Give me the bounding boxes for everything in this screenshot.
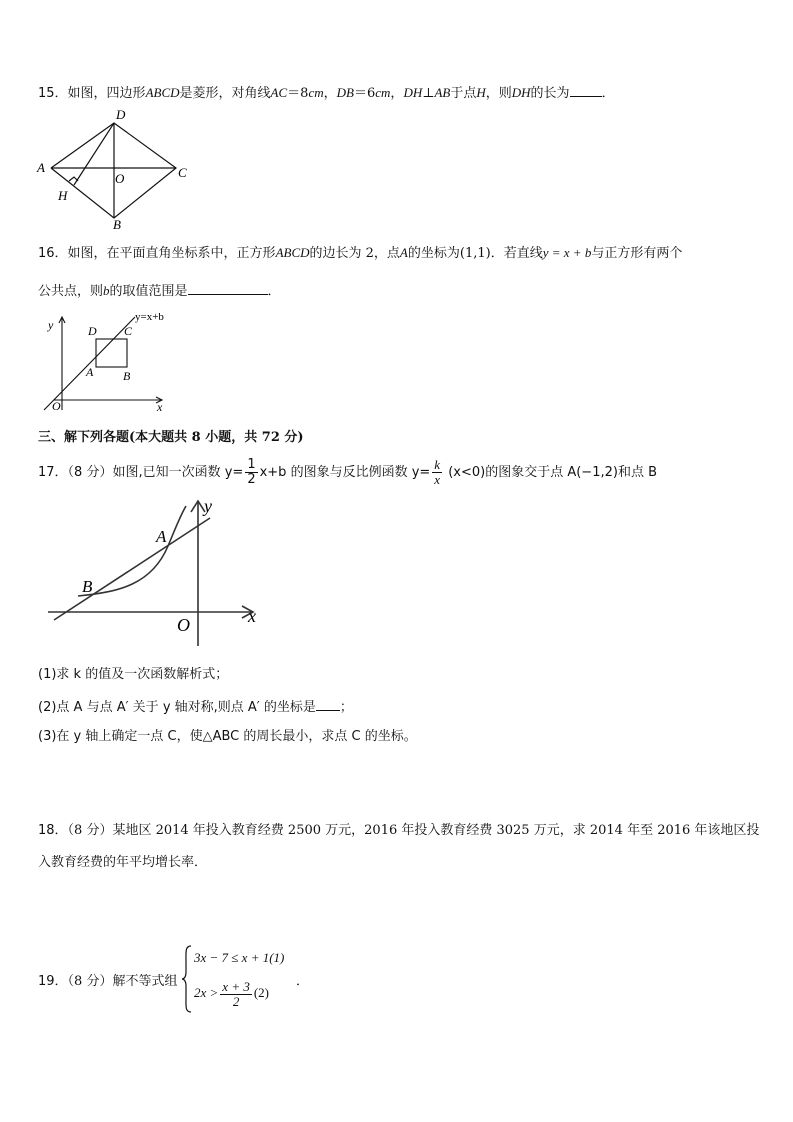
label-B: B	[123, 369, 131, 383]
label-O: O	[177, 615, 190, 635]
answer-blank[interactable]	[570, 84, 602, 97]
rhombus-figure	[34, 106, 194, 232]
coordinate-square-figure	[38, 310, 178, 416]
q16-text-line1: 16．如图，在平面直角坐标系中，正方形ABCD的边长为 2，点A的坐标为(1,1)．若直线y = x + b与正方形有两个	[38, 245, 683, 261]
system-brace	[181, 944, 193, 1014]
fraction-k-over-x: $\frac{k}{x}$	[434, 457, 441, 487]
hyperbola-branch	[78, 506, 186, 596]
inequality-1: 3x − 7 ≤ x + 1(1)	[194, 950, 285, 965]
q15-text: 15．如图，四边形ABCD是菱形，对角线AC＝8cm，DB＝6cm，DH⊥AB于点H，则DH的长为 ．	[38, 85, 615, 101]
label-B: B	[82, 577, 93, 596]
q18-text-line2: 入教育经费的年平均增长率．	[38, 855, 208, 870]
q17-text: 17．（8 分）如图,已知一次函数 y= $\frac{1}{2}$ x+b 的图象与反比例函数 y= $\frac{k}{x}$ (x<0)的图象交于点 A(−1,2)和点 B	[38, 457, 657, 487]
q17-number: 17．	[38, 465, 68, 480]
axis-label-x: x	[157, 400, 163, 414]
label-A: A	[37, 160, 45, 175]
label-O: O	[52, 399, 61, 413]
fraction-one-half: $\frac{1}{2}$	[247, 457, 256, 487]
q18-number: 18．	[38, 823, 68, 838]
q19-intro: 19．（8 分）解不等式组	[38, 974, 178, 989]
label-D: D	[88, 324, 97, 338]
right-angle-mark	[69, 177, 78, 181]
label-C: C	[178, 165, 187, 180]
axis-label-x: x	[248, 606, 256, 626]
label-A: A	[156, 527, 167, 546]
label-C: C	[124, 324, 133, 338]
q16-number: 16．	[38, 246, 68, 261]
answer-blank[interactable]	[188, 282, 268, 295]
q17-sub1: (1)求 k 的值及一次函数解析式；	[38, 667, 229, 682]
axis-label-y: y	[48, 318, 54, 332]
q17-sub3: (3)在 y 轴上确定一点 C，使△ABC 的周长最小，求点 C 的坐标。	[38, 729, 417, 744]
q19-number: 19．	[38, 974, 68, 989]
q16-text-line2: 公共点，则b的取值范围是 ．	[38, 283, 281, 299]
segment-dh	[74, 123, 114, 185]
inequality-2: 2x > $\frac{x + 3}{2}$ (2)	[194, 978, 270, 1009]
label-D: D	[116, 107, 126, 122]
square-abcd	[96, 339, 127, 367]
axis-label-y: y	[204, 496, 212, 516]
section-heading: 三、解下列各题(本大题共 8 小题，共 72 分)	[38, 430, 304, 445]
line-label: y=x+b	[135, 311, 164, 323]
fraction-x-plus-3-over-2: $\frac{x + 3}{2}$	[222, 978, 250, 1009]
function-graph-figure	[40, 496, 270, 656]
label-O: O	[115, 171, 125, 186]
label-H: H	[58, 188, 68, 203]
q15-number: 15．	[38, 86, 68, 101]
q19-end: ．	[296, 974, 310, 989]
label-B: B	[113, 217, 121, 232]
label-A: A	[86, 365, 94, 379]
linear-function-line	[54, 518, 210, 620]
q18-text-line1: 18．（8 分）某地区 2014 年投入教育经费 2500 万元，2016 年投入教育经费 3025 万元，求 2014 年至 2016 年该地区投	[38, 823, 760, 838]
answer-blank[interactable]	[316, 698, 340, 711]
q17-sub2: (2)点 A 与点 A′ 关于 y 轴对称,则点 A′ 的坐标是 ；	[38, 700, 353, 715]
